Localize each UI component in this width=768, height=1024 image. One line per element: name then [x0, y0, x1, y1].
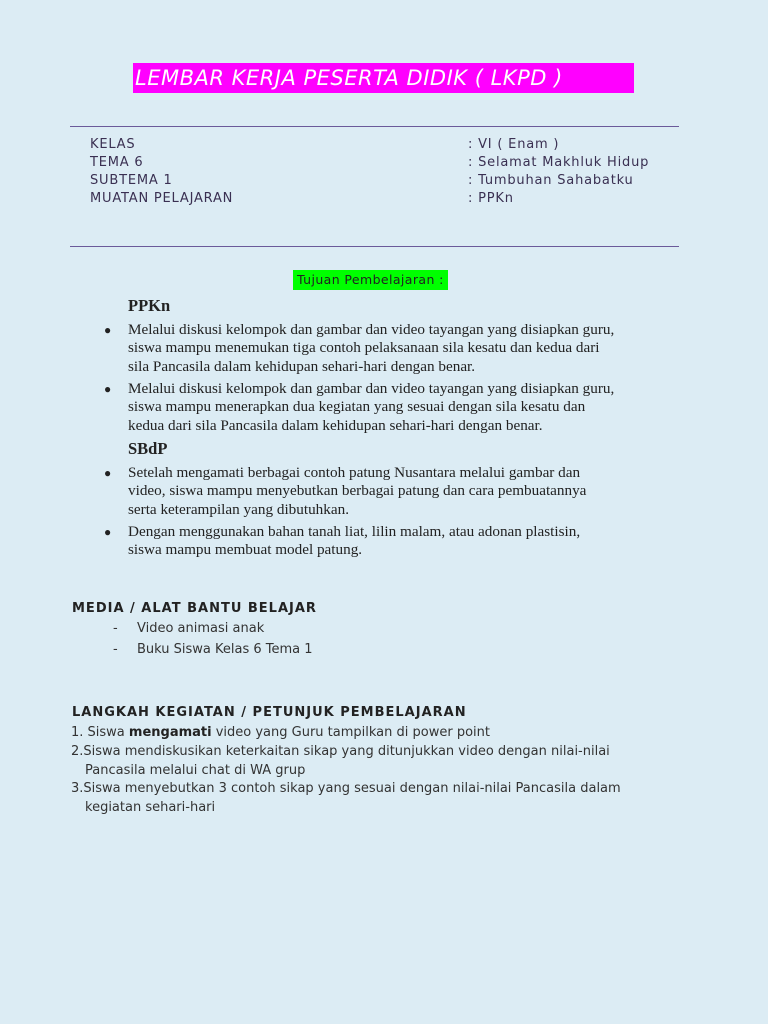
meta-value: : Tumbuhan Sahabatku	[468, 173, 634, 188]
bullet-line: kedua dari sila Pancasila dalam kehidupan sehari-hari dengan benar.	[128, 416, 543, 434]
meta-key: KELAS	[90, 137, 136, 152]
divider-top	[70, 126, 679, 127]
ppkn-heading: PPKn	[128, 296, 171, 315]
meta-value: : Selamat Makhluk Hidup	[468, 155, 650, 170]
meta-row-kelas	[90, 137, 690, 155]
dash-marker: -	[113, 621, 118, 636]
step-3	[71, 780, 621, 817]
meta-row-tema	[90, 155, 690, 173]
meta-key: SUBTEMA 1	[90, 173, 173, 188]
step-1	[71, 724, 490, 743]
meta-key: TEMA 6	[90, 155, 144, 170]
bullet-line: Dengan menggunakan bahan tanah liat, lilin malam, atau adonan plastisin,	[128, 523, 581, 540]
bullet-line: Melalui diskusi kelompok dan gambar dan video tayangan yang disiapkan guru,	[128, 380, 615, 397]
meta-row-subtema	[90, 173, 690, 191]
bullet-dot: ●	[104, 382, 112, 396]
page-title: LEMBAR KERJA PESERTA DIDIK ( LKPD )	[133, 63, 634, 93]
identity-table	[90, 137, 690, 209]
bullet-line: sila Pancasila dalam kehidupan sehari-hari dengan benar.	[128, 357, 476, 375]
bullet-line: Melalui diskusi kelompok dan gambar dan video tayangan yang disiapkan guru,	[128, 321, 615, 338]
meta-value: : VI ( Enam )	[468, 137, 560, 152]
meta-row-muatan	[90, 191, 690, 209]
langkah-heading: LANGKAH KEGIATAN / PETUNJUK PEMBELAJARAN	[72, 705, 467, 720]
tujuan-label: Tujuan Pembelajaran :	[293, 270, 448, 290]
bullet-line: siswa mampu membuat model patung.	[128, 541, 363, 559]
step-line: 2.Siswa mendiskusikan keterkaitan sikap yang ditunjukkan video dengan nilai-nilai	[71, 744, 610, 759]
meta-key: MUATAN PELAJARAN	[90, 191, 234, 206]
bullet-dot: ●	[104, 525, 112, 539]
step-1-suffix: video yang Guru tampilkan di power point	[211, 725, 490, 740]
bullet-dot: ●	[104, 323, 112, 337]
bullet-line: siswa mampu menerapkan dua kegiatan yang sesuai dengan sila kesatu dan	[128, 398, 586, 416]
bullet-line: serta keterampilan yang dibutuhkan.	[128, 500, 349, 518]
bullet-line: video, siswa mampu menyebutkan berbagai patung dan cara pembuatannya	[128, 482, 587, 500]
sbdp-heading: SBdP	[128, 439, 168, 458]
step-1-prefix: 1. Siswa	[71, 725, 129, 740]
bullet-line: Setelah mengamati berbagai contoh patung Nusantara melalui gambar dan	[128, 464, 581, 481]
divider-bottom	[70, 246, 679, 247]
step-1-keyword: mengamati	[128, 725, 212, 740]
step-2	[71, 743, 610, 780]
dash-marker: -	[113, 642, 118, 657]
step-line: Pancasila melalui chat di WA grup	[85, 762, 306, 778]
meta-value: : PPKn	[468, 191, 514, 206]
step-line: 3.Siswa menyebutkan 3 contoh sikap yang sesuai dengan nilai-nilai Pancasila dalam	[71, 781, 621, 796]
bullet-line: siswa mampu menemukan tiga contoh pelaksanaan sila kesatu dan kedua dari	[128, 339, 600, 357]
bullet-dot: ●	[104, 466, 112, 480]
media-heading: MEDIA / ALAT BANTU BELAJAR	[72, 601, 317, 616]
media-item: Buku Siswa Kelas 6 Tema 1	[137, 642, 313, 657]
step-line: kegiatan sehari-hari	[85, 799, 216, 815]
media-item: Video animasi anak	[137, 621, 265, 636]
